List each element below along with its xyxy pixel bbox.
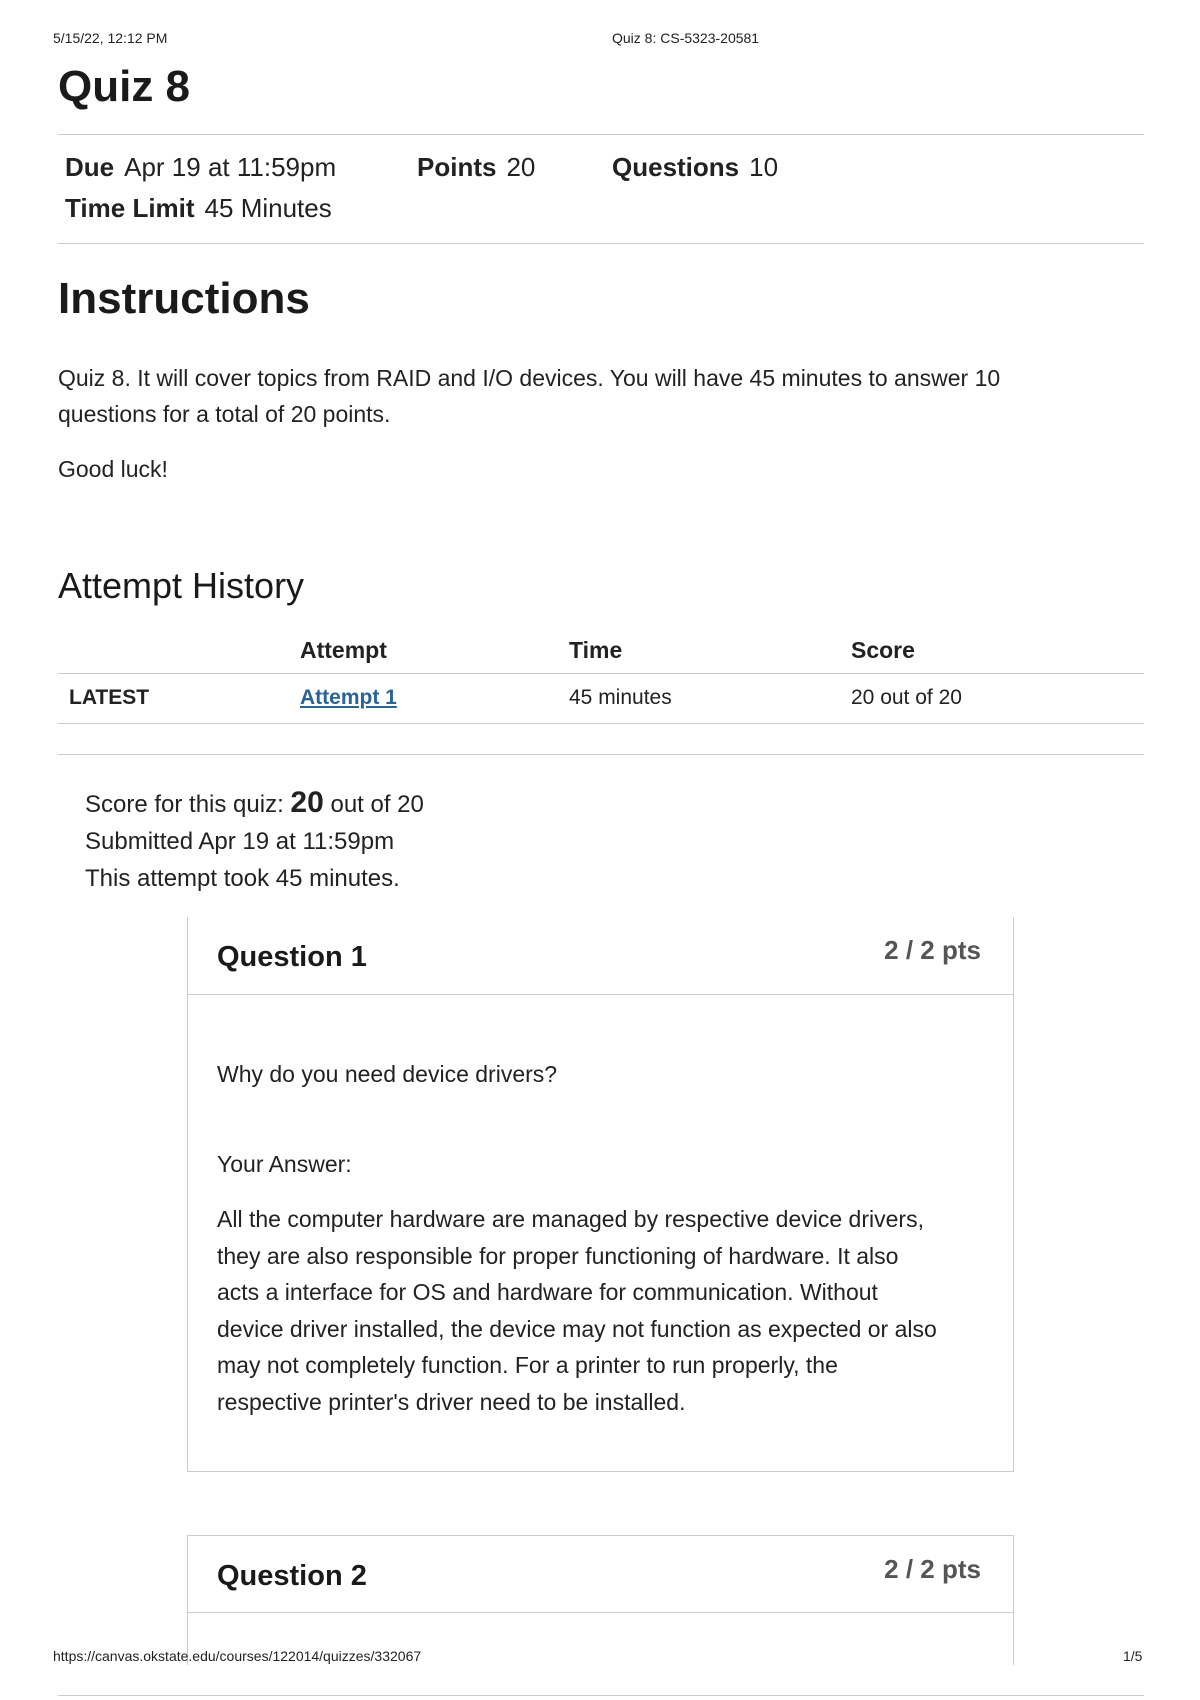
questions-value: 10	[749, 152, 779, 182]
score-suffix: out of 20	[323, 791, 424, 818]
answer-line: they are also responsible for proper functioning of hardware. It also	[217, 1242, 899, 1269]
question-prompt: Why do you need device drivers?	[217, 1061, 558, 1087]
answer-text	[217, 1201, 987, 1420]
question-points: 2 / 2 pts	[884, 935, 981, 965]
due-label: Due	[65, 152, 115, 182]
time-limit-label: Time Limit	[65, 193, 195, 223]
instructions-heading: Instructions	[58, 274, 310, 323]
table-row-divider	[58, 723, 1144, 724]
answer-line: respective printer's driver need to be installed.	[217, 1388, 686, 1415]
good-luck-text: Good luck!	[58, 456, 168, 482]
due-date	[65, 152, 336, 183]
print-url: https://canvas.okstate.edu/courses/122014/quizzes/332067	[53, 1648, 422, 1664]
print-date: 5/15/22, 12:12 PM	[53, 30, 168, 46]
points-label: Points	[417, 152, 497, 182]
footer-divider	[58, 1695, 1144, 1696]
page-number: 1/5	[1123, 1648, 1143, 1664]
table-header-divider	[58, 673, 1144, 674]
column-header-score: Score	[851, 637, 915, 663]
submitted-time: Submitted Apr 19 at 11:59pm	[85, 828, 395, 855]
due-value: Apr 19 at 11:59pm	[124, 152, 337, 182]
attempt-cell	[300, 686, 397, 710]
time-limit-value: 45 Minutes	[204, 193, 332, 223]
answer-label: Your Answer:	[217, 1151, 352, 1177]
instructions-line-1: Quiz 8. It will cover topics from RAID and I/O devices. You will have 45 minutes to answer 10	[58, 365, 1001, 391]
questions-label: Questions	[612, 152, 740, 182]
question-2-card	[187, 1535, 1014, 1665]
instructions-line-2: questions for a total of 20 points.	[58, 401, 391, 427]
question-header	[188, 1536, 1013, 1613]
question-title: Question 1	[217, 941, 367, 973]
question-header	[188, 917, 1013, 995]
divider	[58, 134, 1144, 135]
answer-line: acts a interface for OS and hardware for communication. Without	[217, 1279, 878, 1305]
attempt-history-heading: Attempt History	[58, 565, 305, 606]
instructions-text	[58, 360, 1000, 432]
latest-tag: LATEST	[69, 686, 150, 709]
points	[417, 152, 535, 183]
quiz-score	[85, 786, 424, 820]
question-points: 2 / 2 pts	[884, 1554, 981, 1584]
questions-count	[612, 152, 778, 183]
time-cell: 45 minutes	[569, 686, 672, 709]
points-value: 20	[506, 152, 536, 182]
score-cell: 20 out of 20	[851, 686, 962, 709]
divider	[58, 754, 1144, 755]
attempt-duration: This attempt took 45 minutes.	[85, 865, 400, 892]
answer-line: device driver installed, the device may not function as expected or also	[217, 1315, 937, 1342]
divider	[58, 243, 1144, 244]
column-header-time: Time	[569, 637, 623, 663]
answer-line: All the computer hardware are managed by respective device drivers,	[217, 1206, 924, 1232]
quiz-title: Quiz 8	[58, 62, 191, 111]
time-limit	[65, 193, 332, 224]
column-header-attempt: Attempt	[300, 637, 387, 663]
print-page-title: Quiz 8: CS-5323-20581	[612, 30, 760, 46]
answer-line: may not completely function. For a printer to run properly, the	[217, 1352, 838, 1378]
question-title: Question 2	[217, 1560, 367, 1592]
score-prefix: Score for this quiz:	[85, 791, 291, 818]
question-1-card	[187, 917, 1014, 1472]
attempt-1-link[interactable]: Attempt 1	[300, 686, 397, 709]
score-value: 20	[290, 786, 324, 819]
